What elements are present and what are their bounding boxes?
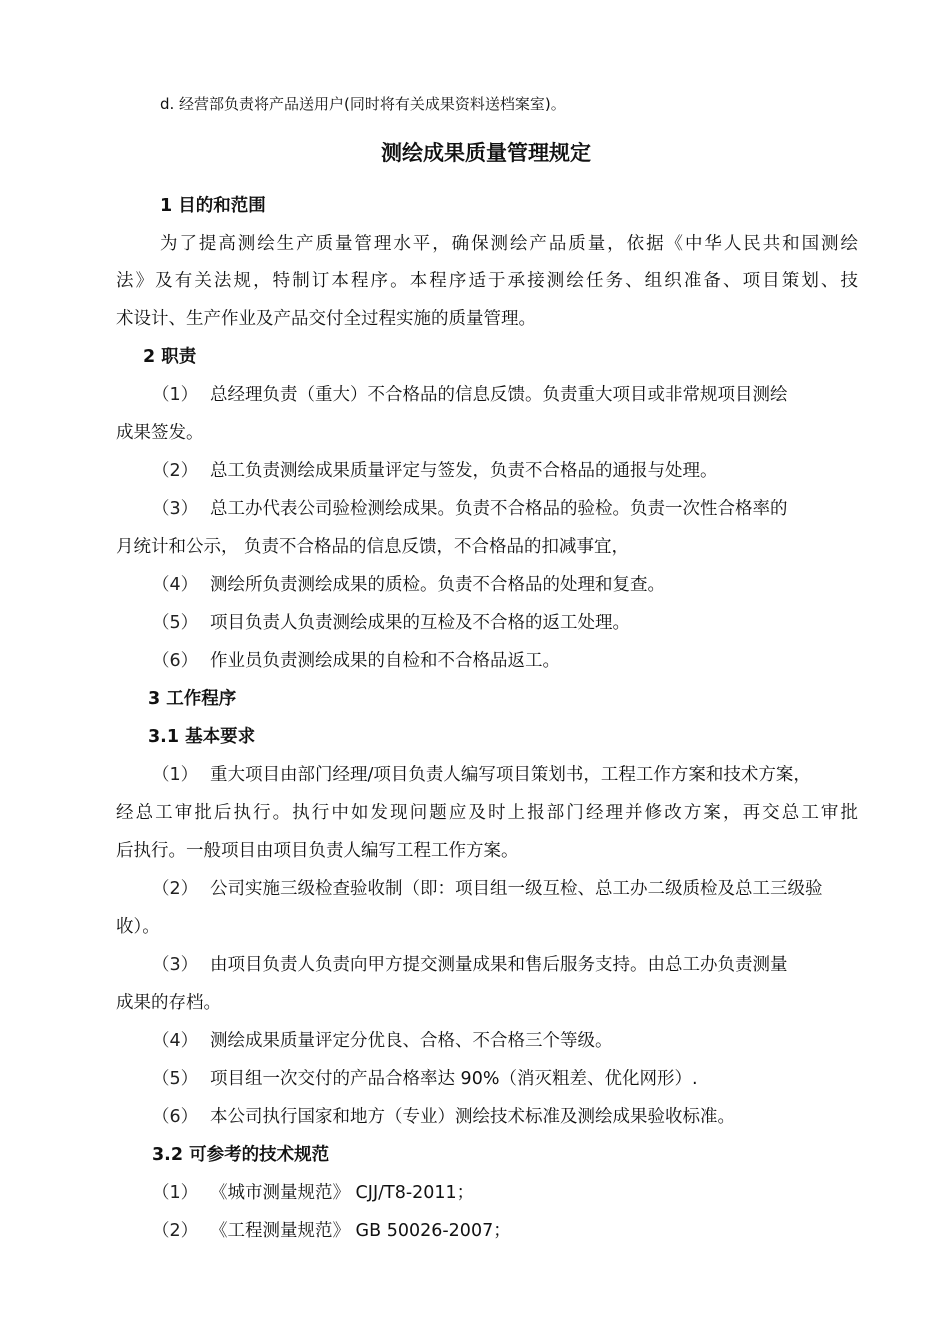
item-number: （5）: [152, 1069, 199, 1089]
list-item: [152, 1219, 511, 1243]
item-text: 公司实施三级检查验收制（即：项目组一级互检、总工办二级质检及总工三级验: [210, 879, 823, 899]
list-item: [152, 497, 788, 521]
item-text: 总经理负责（重大）不合格品的信息反馈。负责重大项目或非常规项目测绘: [210, 385, 788, 405]
item-text: 本公司执行国家和地方（专业）测绘技术标准及测绘成果验收标准。: [210, 1107, 735, 1127]
item-number: （2）: [152, 461, 199, 481]
item-text: 项目负责人负责测绘成果的互检及不合格的返工处理。: [210, 613, 630, 633]
list-item: [152, 763, 811, 787]
list-item: [152, 573, 665, 597]
section-3-1-heading: 3.1 基本要求: [148, 727, 256, 747]
item-text: 测绘成果质量评定分优良、合格、不合格三个等级。: [210, 1031, 613, 1051]
section-3-heading: 3 工作程序: [148, 689, 237, 709]
item-text: 重大项目由部门经理/项目负责人编写项目策划书，工程工作方案和技术方案，: [210, 765, 811, 785]
item-number: （6）: [152, 1107, 199, 1127]
item-number: （5）: [152, 613, 199, 633]
item-continuation: 成果签发。: [116, 423, 204, 443]
item-continuation: 成果的存档。: [116, 993, 221, 1013]
item-number: （4）: [152, 575, 199, 595]
section-3-2-heading: 3.2 可参考的技术规范: [152, 1145, 330, 1165]
item-text: 测绘所负责测绘成果的质检。负责不合格品的处理和复查。: [210, 575, 665, 595]
item-number: （4）: [152, 1031, 199, 1051]
section-2-heading: 2 职责: [143, 347, 197, 367]
item-continuation: 月统计和公示， 负责不合格品的信息反馈，不合格品的扣减事宜，: [116, 537, 630, 557]
page-title: 测绘成果质量管理规定: [381, 141, 591, 165]
item-number: （2）: [152, 879, 199, 899]
item-number: （2）: [152, 1221, 199, 1241]
list-item: [152, 611, 630, 635]
list-item: [152, 649, 560, 673]
list-item: [152, 953, 788, 977]
item-text: 《城市测量规范》 CJJ/T8-2011；: [210, 1183, 475, 1203]
list-item: [152, 1067, 698, 1091]
item-text: 由项目负责人负责向甲方提交测量成果和售后服务支持。由总工办负责测量: [210, 955, 788, 975]
top-line: d. 经营部负责将产品送用户(同时将有关成果资料送档案室)。: [160, 95, 566, 113]
list-item: [152, 877, 823, 901]
list-item: [152, 1029, 613, 1053]
section-1-heading: 1 目的和范围: [160, 196, 266, 216]
item-text: 总工负责测绘成果质量评定与签发，负责不合格品的通报与处理。: [210, 461, 718, 481]
item-text: 作业员负责测绘成果的自检和不合格品返工。: [210, 651, 560, 671]
item-number: （3）: [152, 955, 199, 975]
item-number: （1）: [152, 765, 199, 785]
list-item: [152, 1105, 735, 1129]
list-item: [152, 383, 788, 407]
list-item: [152, 459, 718, 483]
item-number: （1）: [152, 385, 199, 405]
list-item: [152, 1181, 474, 1205]
item-continuation: 后执行。一般项目由项目负责人编写工程工作方案。: [116, 841, 519, 861]
item-text: 总工办代表公司验检测绘成果。负责不合格品的验检。负责一次性合格率的: [210, 499, 788, 519]
item-text: 《工程测量规范》 GB 50026-2007；: [210, 1221, 511, 1241]
section-1-line-1: 为了提高测绘生产质量管理水平，确保测绘产品质量，依据《中华人民共和国测绘: [160, 234, 858, 254]
item-continuation: 经总工审批后执行。执行中如发现问题应及时上报部门经理并修改方案，再交总工审批: [116, 803, 858, 823]
item-number: （1）: [152, 1183, 199, 1203]
section-1-line-3: 术设计、生产作业及产品交付全过程实施的质量管理。: [116, 309, 536, 329]
item-number: （3）: [152, 499, 199, 519]
section-1-line-2: 法》及有关法规，特制订本程序。本程序适于承接测绘任务、组织准备、项目策划、技: [116, 271, 858, 291]
item-number: （6）: [152, 651, 199, 671]
item-text: 项目组一次交付的产品合格率达 90%（消灭粗差、优化网形）.: [210, 1069, 698, 1089]
item-continuation: 收）。: [116, 917, 160, 937]
